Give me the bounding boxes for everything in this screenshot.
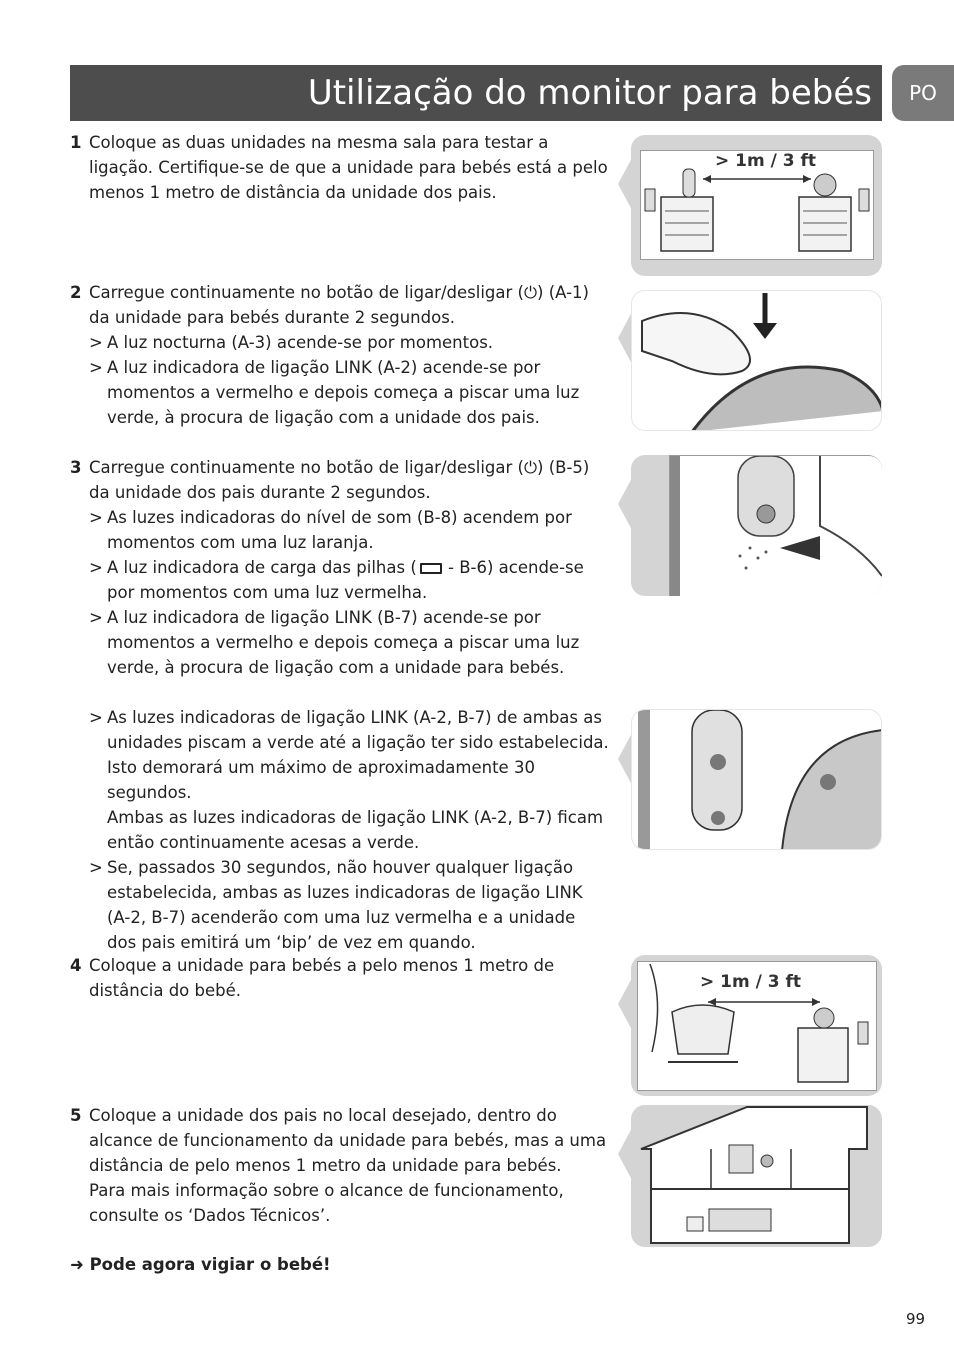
step-1 <box>70 130 610 205</box>
distance-label: > 1m / 3 ft <box>700 972 802 992</box>
link-leds-illustration <box>632 710 882 850</box>
sub-text: momentos a vermelho e depois começa a piscar uma luz <box>107 633 580 652</box>
step-text: menos 1 metro de distância da unidade dos pais. <box>89 183 497 202</box>
figure-pointer <box>618 1128 632 1180</box>
page-number: 99 <box>906 1310 926 1328</box>
sub-text: verde, à procura de ligação com a unidade dos pais. <box>107 408 540 427</box>
step-text: Carregue continuamente no botão de ligar/desligar (⏻) (A-1) <box>89 283 589 302</box>
sub-text: verde, à procura de ligação com a unidade para bebés. <box>107 658 565 677</box>
sub-text: Se, passados 30 segundos, não houver qualquer ligação <box>107 858 574 877</box>
step-number: 2 <box>70 283 82 302</box>
step-text: Carregue continuamente no botão de ligar/desligar (⏻) (B-5) <box>89 458 590 477</box>
sub-text: momentos a vermelho e depois começa a piscar uma luz <box>107 383 580 402</box>
sub-text: Ambas as luzes indicadoras de ligação LINK (A-2, B-7) ficam <box>107 808 604 827</box>
sub-text <box>107 555 610 580</box>
step-3-line <box>70 455 610 505</box>
result-line <box>70 1252 610 1277</box>
step-number: 4 <box>70 956 82 975</box>
sub-text: A luz nocturna (A-3) acende-se por momentos. <box>107 333 494 352</box>
figure-frame <box>637 961 877 1091</box>
sub-item <box>70 355 610 430</box>
figure-link-leds <box>631 709 882 850</box>
figure-house-range <box>631 1105 882 1247</box>
sub-item <box>70 555 610 605</box>
step-text: Coloque a unidade para bebés a pelo menos 1 metro de <box>89 956 555 975</box>
step-text: da unidade dos pais durante 2 segundos. <box>89 483 431 502</box>
step-3 <box>70 455 610 955</box>
sub-text: (A-2, B-7) acenderão com uma luz vermelha e a unidade <box>107 908 576 927</box>
battery-icon <box>420 563 442 574</box>
house-illustration <box>637 1105 875 1247</box>
step-text: Para mais informação sobre o alcance de funcionamento, <box>89 1181 564 1200</box>
sub-text: Isto demorará um máximo de aproximadamente 30 segundos. <box>107 758 535 802</box>
step-2 <box>70 280 610 430</box>
sub-marker: > <box>89 358 103 377</box>
sub-item <box>70 330 610 355</box>
figure-press-baby-unit <box>631 290 882 431</box>
step-text: consulte os ‘Dados Técnicos’. <box>89 1206 331 1225</box>
result-text: Pode agora vigiar o bebé! <box>89 1255 331 1274</box>
step-5 <box>70 1103 610 1228</box>
sub-text-part: - B-6) acende-se <box>442 558 584 577</box>
step-number: 3 <box>70 458 82 477</box>
sub-marker: > <box>89 333 103 352</box>
sub-marker: > <box>89 858 103 877</box>
sub-marker: > <box>89 558 103 577</box>
step-text: ligação. Certifique-se de que a unidade para bebés está a pelo <box>89 158 608 177</box>
sub-text: As luzes indicadoras do nível de som (B-8) acendem por <box>107 508 572 527</box>
step-4-line <box>70 953 610 1003</box>
sub-item <box>70 505 610 555</box>
figure-pointer <box>618 312 632 364</box>
sub-text: estabelecida, ambas as luzes indicadoras de ligação LINK <box>107 883 583 902</box>
arrow-icon: ➜ <box>70 1255 84 1274</box>
finger-press-illustration <box>632 291 882 431</box>
step-text: alcance de funcionamento da unidade para bebés, mas a uma <box>89 1131 607 1150</box>
sub-marker: > <box>89 508 103 527</box>
figure-pointer <box>618 478 632 530</box>
figure-pointer <box>618 733 632 785</box>
sub-text: dos pais emitirá um ‘bip’ de vez em quando. <box>107 933 476 952</box>
sub-text: momentos com uma luz laranja. <box>107 533 374 552</box>
sub-item <box>70 705 610 855</box>
sub-marker: > <box>89 708 103 727</box>
step-2-line <box>70 280 610 330</box>
step-text: da unidade para bebés durante 2 segundos. <box>89 308 456 327</box>
step-text: distância do bebé. <box>89 981 242 1000</box>
header-bar <box>70 65 882 121</box>
sub-text: A luz indicadora de ligação LINK (B-7) acende-se por <box>107 608 541 627</box>
sub-text: então continuamente acesas a verde. <box>107 833 420 852</box>
figure-units-distance <box>631 135 882 276</box>
step-text: Coloque as duas unidades na mesma sala para testar a <box>89 133 549 152</box>
figure-frame <box>669 455 882 596</box>
step-number: 5 <box>70 1106 82 1125</box>
figure-pointer <box>618 158 632 210</box>
sub-item <box>70 855 610 955</box>
step-number: 1 <box>70 133 82 152</box>
page-title: Utilização do monitor para bebés <box>307 73 872 113</box>
sub-text: por momentos com uma luz vermelha. <box>107 583 428 602</box>
figure-frame <box>640 150 874 260</box>
sub-item <box>70 605 610 680</box>
language-tab: PO <box>892 65 954 121</box>
step-1-line <box>70 130 610 205</box>
figure-pointer <box>618 978 632 1030</box>
step-text: distância de pelo menos 1 metro da unidade para bebés. <box>89 1156 562 1175</box>
figure-baby-distance <box>631 955 882 1096</box>
sub-marker: > <box>89 608 103 627</box>
sub-text-part: A luz indicadora de carga das pilhas ( <box>107 558 417 577</box>
step-text: Coloque a unidade dos pais no local desejado, dentro do <box>89 1106 557 1125</box>
distance-label: > 1m / 3 ft <box>715 151 817 171</box>
sub-text: A luz indicadora de ligação LINK (A-2) acende-se por <box>107 358 541 377</box>
sub-text: unidades piscam a verde até a ligação ter sido estabelecida. <box>107 733 609 752</box>
spacer <box>70 680 610 705</box>
step-4 <box>70 953 610 1003</box>
figure-frame <box>637 1105 875 1247</box>
step-5-line <box>70 1103 610 1228</box>
figure-press-parent-unit <box>631 455 882 596</box>
sub-text: As luzes indicadoras de ligação LINK (A-2, B-7) de ambas as <box>107 708 602 727</box>
parent-unit-illustration <box>670 456 882 596</box>
